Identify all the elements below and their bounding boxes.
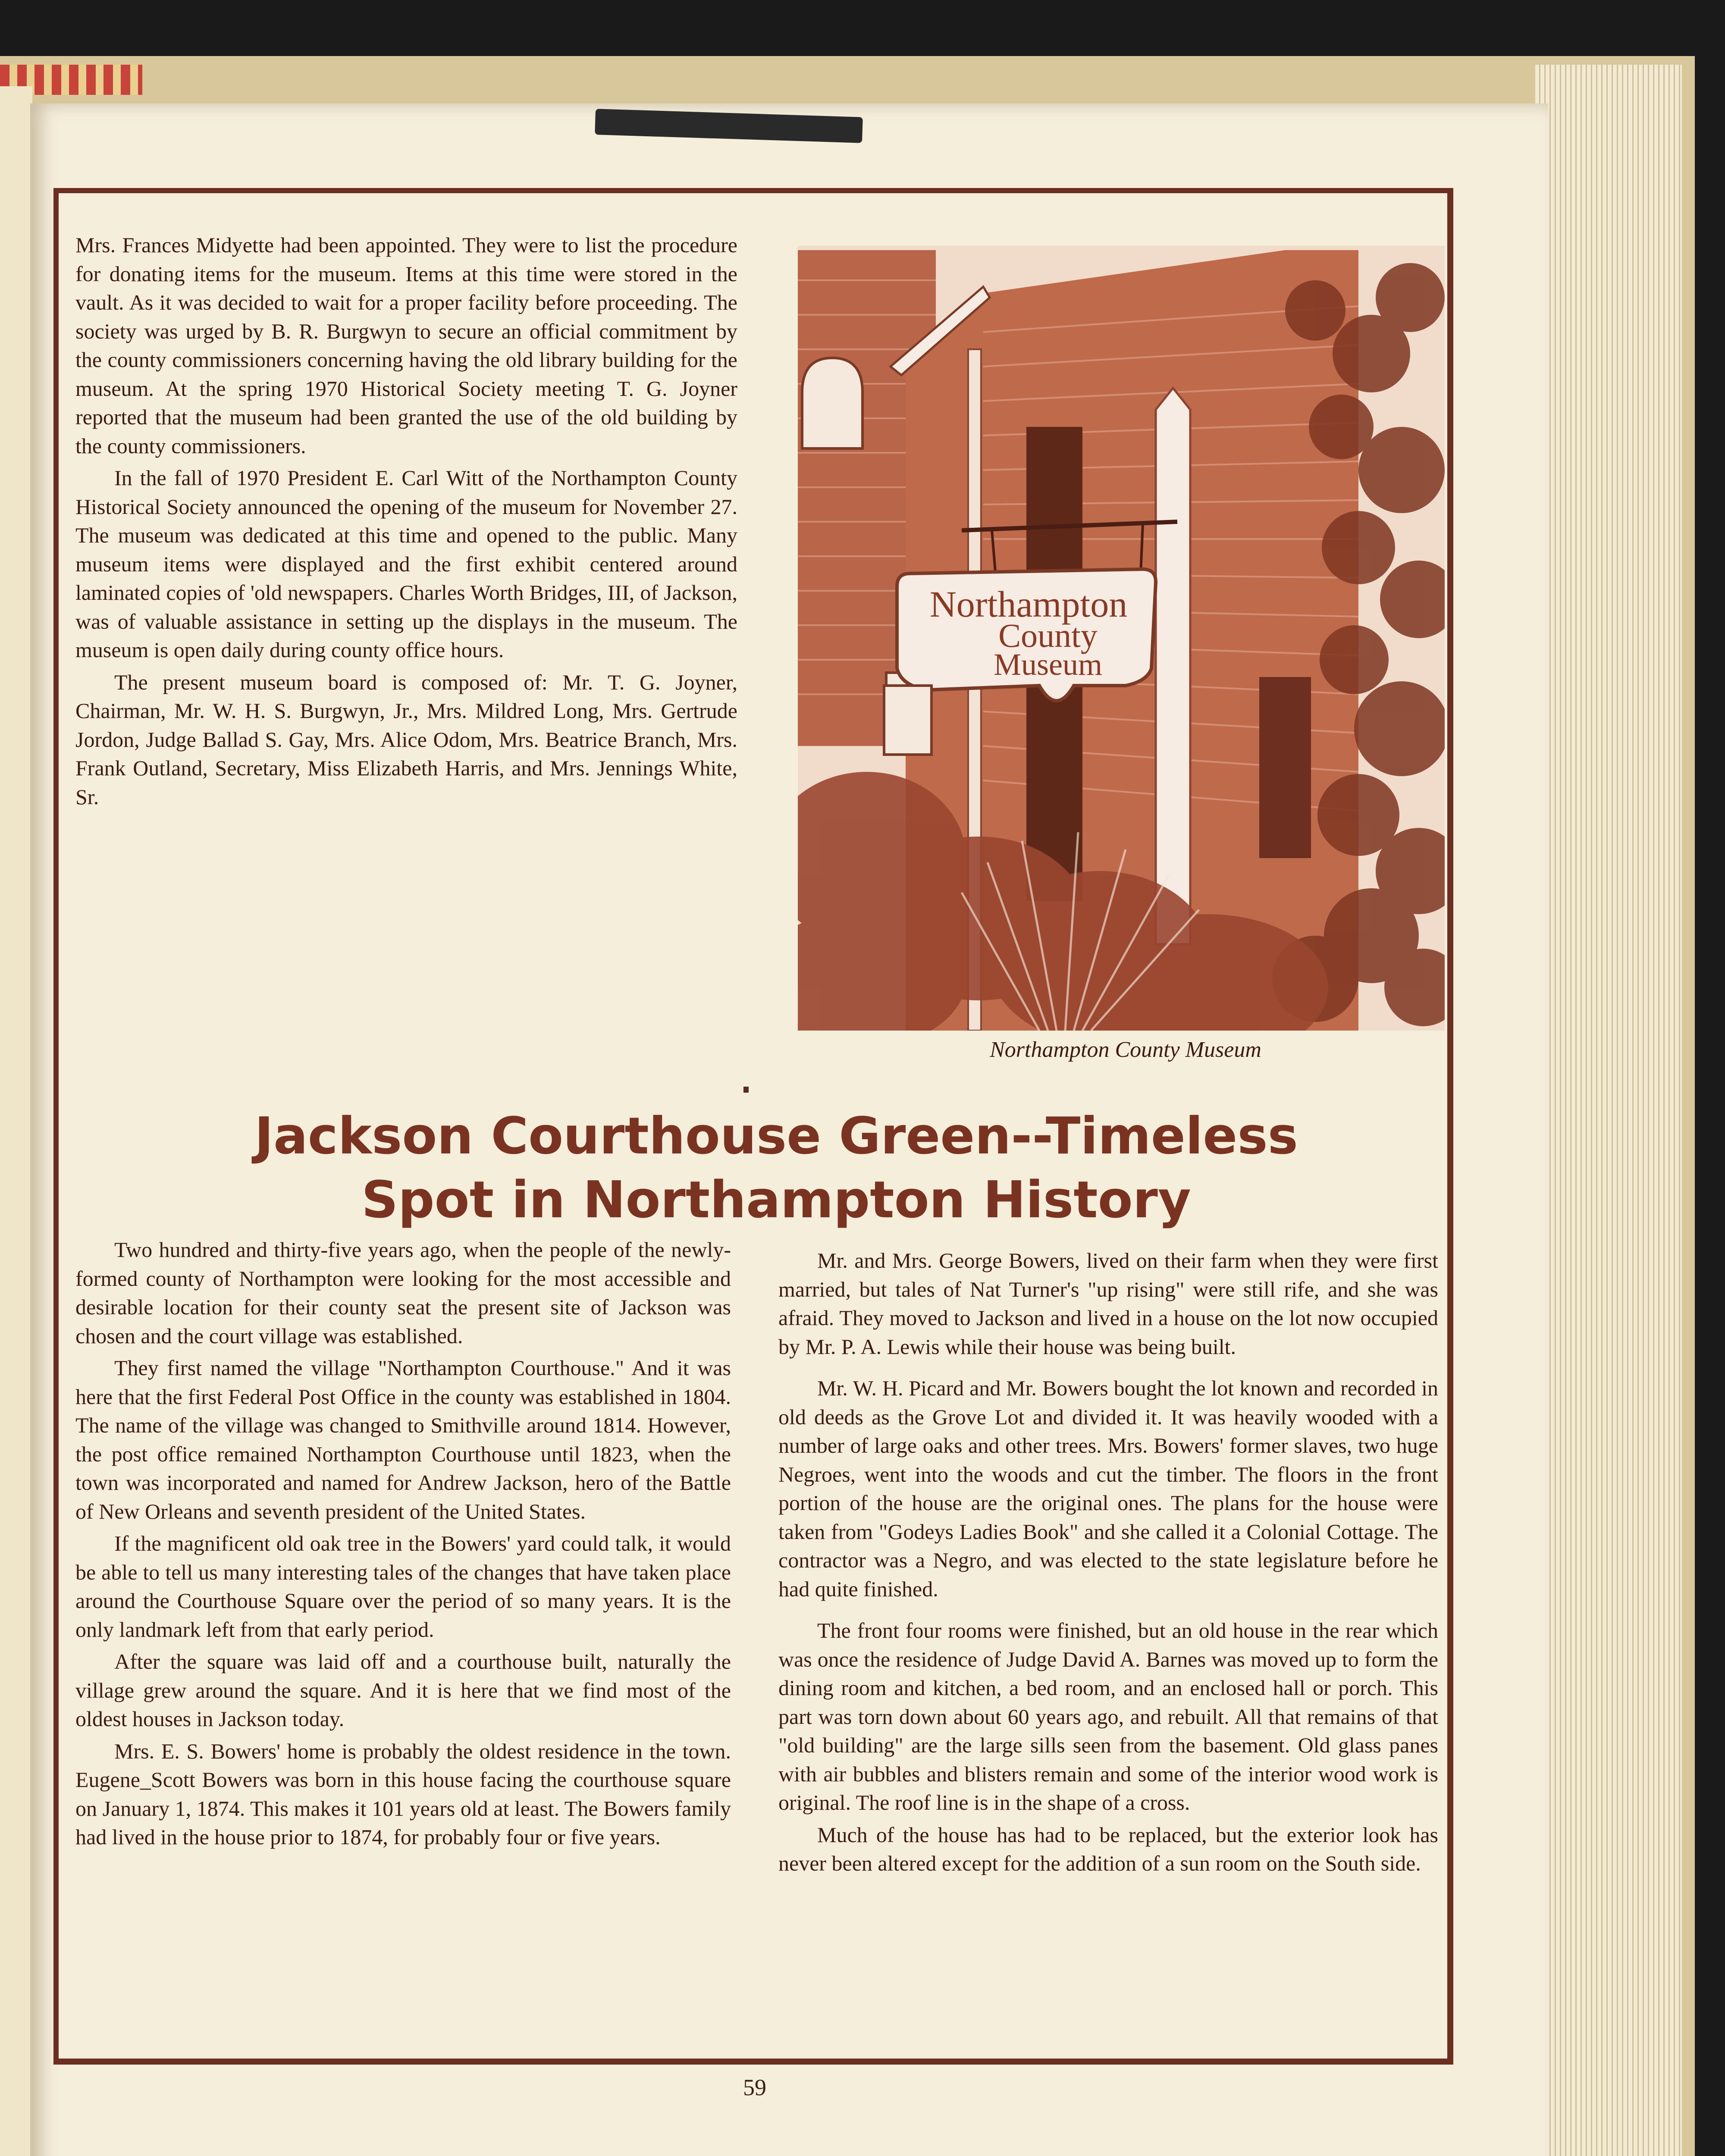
- paragraph: Mr. and Mrs. George Bowers, lived on their farm when they were first married, but tales of Nat Turner's "up rising" were still rife, and she was afraid. They moved to Jackson and lived in a house on the lot now occupied by Mr. P. A. Lewis while their house was being built.: [778, 1248, 1438, 1359]
- paragraph: Mrs. E. S. Bowers' home is probably the oldest residence in the town. Eugene_Scott Bowers was born in this house facing the courthouse square on January 1, 1874. This makes it 101 years old at least. The Bowers family had lived in the house prior to 1874, for probably four or five years.: [75, 1739, 731, 1849]
- paragraph: Two hundred and thirty-five years ago, when the people of the newly-formed county of Northampton were looking for the most accessible and desirable location for their county seat the present site of Jackson was chosen and the court village was established.: [75, 1238, 731, 1348]
- ornament-dot: [743, 1087, 749, 1093]
- paragraph: Mrs. Frances Midyette had been appointed. They were to list the procedure for donating items for the museum. Items at this time were stored in the vault. As it was decided to wait for a proper facility before proceeding. The society was urged by B. R. Burgwyn to secure an official commitment by the county commissioners concerning having the old library building for the museum. At the spring 1970 Historical Society meeting T. G. Joyner reported that the museum had been granted the use of the old building by the county commissioners.: [75, 233, 737, 458]
- paragraph: The present museum board is composed of: Mr. T. G. Joyner, Chairman, Mr. W. H. S. Burgwyn, Jr., Mrs. Mildred Long, Mrs. Gertrude Jordon, Judge Ballad S. Gay, Mrs. Alice Odom, Mrs. Beatrice Branch, Mrs. Frank Outland, Secretary, Miss Elizabeth Harris, and Mrs. Jennings White, Sr.: [75, 670, 737, 809]
- paragraph: In the fall of 1970 President E. Carl Witt of the Northampton County Historical Society announced the opening of the museum for November 27. The museum was dedicated at this time and opened to the public. Many museum items were displayed and the first exhibit centered around laminated copies of 'old newspapers. Charles Worth Bridges, III, of Jackson, was of valuable assistance in setting up the displays in the museum. The museum is open daily during county office hours.: [75, 466, 737, 662]
- sign-text-museum: Museum: [994, 647, 1102, 682]
- facing-page-edge: [0, 86, 32, 2156]
- paragraph: Mr. W. H. Picard and Mr. Bowers bought the lot known and recorded in old deeds as the Grove Lot and divided it. It was heavily wooded with a number of large oaks and other trees. Mrs. Bowers' former slaves, two huge Negroes, went into the woods and cut the timber. The floors in the front portion of the house are the original ones. The plans for the house were taken from "Godeys Ladies Book" and she called it a Colonial Cottage. The contractor was a Negro, and was elected to the state legislature before he had quite finished.: [778, 1376, 1438, 1601]
- sign-text-northampton: Northampton: [929, 583, 1128, 625]
- page-number: 59: [743, 2075, 766, 2100]
- right-text-column: [778, 1246, 1438, 1881]
- museum-photo: [798, 246, 1445, 1031]
- headline-line-1: Jackson Courthouse Green--Timeless: [254, 1106, 1298, 1166]
- headline-line-2: Spot in Northampton History: [361, 1170, 1191, 1229]
- museum-photo-illustration: [798, 246, 1445, 1031]
- photo-caption: Northampton County Museum: [990, 1037, 1261, 1062]
- paragraph: If the magnificent old oak tree in the Bowers' yard could talk, it would be able to tell us many interesting tales of the changes that have taken place around the Courthouse Square over the period of so many years. It is the only landmark left from that early period.: [75, 1531, 731, 1642]
- article-headline: [129, 1104, 1423, 1232]
- paragraph: After the square was laid off and a courthouse built, naturally the village grew around the square. And it is here that we find most of the oldest houses in Jackson today.: [75, 1649, 731, 1731]
- paragraph: Much of the house has had to be replaced, but the exterior look has never been altered except for the addition of a sun room on the South side.: [778, 1822, 1438, 1875]
- paragraph: They first named the village "Northampton Courthouse." And it was here that the first Federal Post Office in the county was established in 1804. The name of the village was changed to Smithville around 1814. However, the post office remained Northampton Courthouse until 1823, when the town was incorporated and named for Andrew Jackson, hero of the Battle of New Orleans and seventh president of the United States.: [75, 1356, 731, 1523]
- page-edges: [1535, 65, 1682, 2156]
- paragraph: The front four rooms were finished, but an old house in the rear which was once the residence of Judge David A. Barnes was moved up to form the dining room and kitchen, a bed room, and an enclosed hall or porch. This part was torn down about 60 years ago, and rebuilt. All that remains of that "old building" are the large sills seen from the basement. Old glass panes with air bubbles and blisters remain and some of the interior wood work is original. The roof line is in the shape of a cross.: [778, 1618, 1438, 1814]
- top-text-column: [75, 231, 737, 815]
- sign-text-county: County: [998, 617, 1098, 654]
- left-text-column: [75, 1235, 731, 1855]
